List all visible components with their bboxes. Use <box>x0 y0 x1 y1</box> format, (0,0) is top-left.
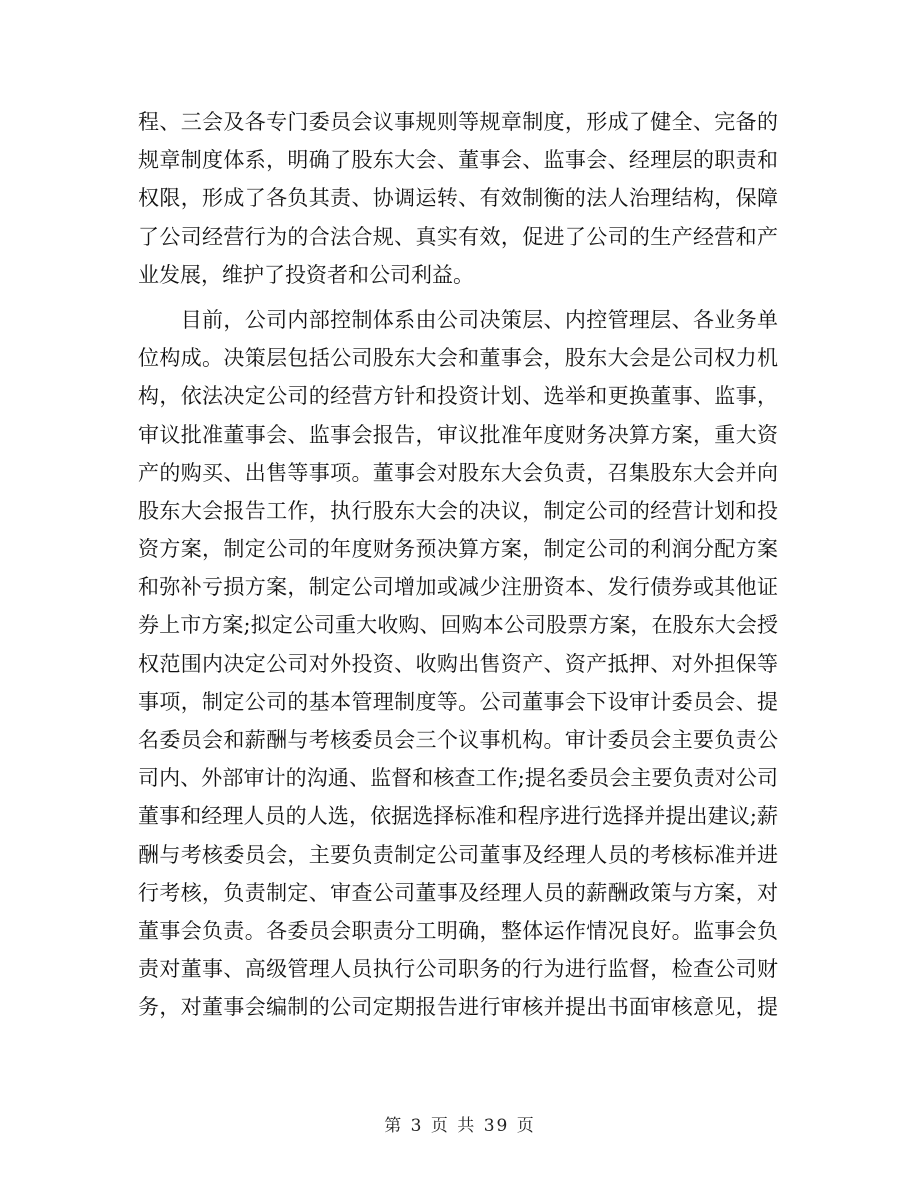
text-line: 权限，形成了各负其责、协调运转、有效制衡的法人治理结构，保障 <box>138 186 778 211</box>
text-line: 股东大会报告工作，执行股东大会的决议，制定公司的经营计划和投 <box>138 498 778 523</box>
text-line: 位构成。决策层包括公司股东大会和董事会，股东大会是公司权力机 <box>138 346 778 371</box>
text-line: 审议批准董事会、监事会报告，审议批准年度财务决算方案，重大资 <box>138 422 778 447</box>
page-number-footer: 第 3 页 共 39 页 <box>384 1116 536 1136</box>
text-line: 程、三会及各专门委员会议事规则等规章制度，形成了健全、完备的 <box>138 110 778 134</box>
text-line: 务，对董事会编制的公司定期报告进行审核并提出书面审核意见，提 <box>138 995 778 1020</box>
text-line: 资方案，制定公司的年度财务预决算方案，制定公司的利润分配方案 <box>138 537 778 562</box>
paragraph-gap <box>138 294 778 301</box>
text-line: 事项，制定公司的基本管理制度等。公司董事会下设审计委员会、提 <box>138 689 778 714</box>
text-line: 构，依法决定公司的经营方针和投资计划、选举和更换董事、监事， <box>138 384 778 409</box>
text-line: 规章制度体系，明确了股东大会、董事会、监事会、经理层的职责和 <box>138 148 778 173</box>
paragraph-1 <box>138 103 778 294</box>
text-line: 权范围内决定公司对外投资、收购出售资产、资产抵押、对外担保等 <box>138 651 778 676</box>
body-text <box>138 103 778 1027</box>
text-line: 司内、外部审计的沟通、监督和核查工作;提名委员会主要负责对公司 <box>138 766 778 791</box>
text-line: 了公司经营行为的合法合规、真实有效，促进了公司的生产经营和产 <box>138 224 778 249</box>
text-line: 行考核，负责制定、审查公司董事及经理人员的薪酬政策与方案，对 <box>138 880 778 905</box>
text-line: 和弥补亏损方案，制定公司增加或减少注册资本、发行债券或其他证 <box>138 575 778 600</box>
text-line: 业发展，维护了投资者和公司利益。 <box>138 262 474 287</box>
text-line: 产的购买、出售等事项。董事会对股东大会负责，召集股东大会并向 <box>138 460 778 485</box>
paragraph-2 <box>138 301 778 1027</box>
text-line: 酬与考核委员会，主要负责制定公司董事及经理人员的考核标准并进 <box>138 842 778 867</box>
text-line: 目前，公司内部控制体系由公司决策层、内控管理层、各业务单 <box>138 307 778 332</box>
text-line: 券上市方案;拟定公司重大收购、回购本公司股票方案，在股东大会授 <box>138 613 778 638</box>
text-line: 责对董事、高级管理人员执行公司职务的行为进行监督，检查公司财 <box>138 957 778 982</box>
text-line: 董事和经理人员的人选，依据选择标准和程序进行选择并提出建议;薪 <box>138 804 778 829</box>
text-line: 董事会负责。各委员会职责分工明确，整体运作情况良好。监事会负 <box>138 918 778 943</box>
text-line: 名委员会和薪酬与考核委员会三个议事机构。审计委员会主要负责公 <box>138 728 778 752</box>
